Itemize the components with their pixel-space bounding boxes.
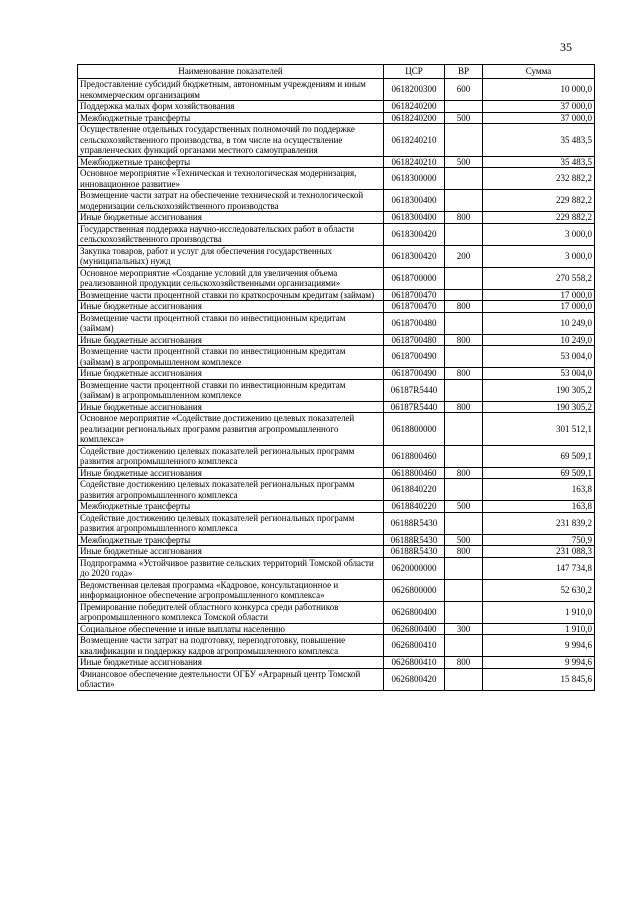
cell-csr: 06187R5440 [384,379,445,401]
cell-name: Возмещение части затрат на подготовку, переподготовку, повышение квалификации и поддержку кадров агропромышленного комплекса [78,635,384,657]
cell-csr: 0626800420 [384,668,445,690]
cell-csr: 0626800410 [384,635,445,657]
table-row [78,479,595,501]
cell-vr: 800 [445,657,483,669]
cell-name: Закупка товаров, работ и услуг для обеспечения государственных (муниципальных) нужд [78,245,384,267]
cell-vr: 500 [445,112,483,124]
table-row [78,657,595,669]
cell-sum: 10 000,0 [483,79,595,101]
cell-sum: 190 305,2 [483,401,595,413]
cell-csr: 0626800400 [384,601,445,623]
cell-csr: 0618240200 [384,101,445,113]
cell-csr: 0618700480 [384,334,445,346]
table-row [78,212,595,224]
cell-name: Возмещение части затрат на обеспечение технической и технологической модернизации сельскохозяйственного производства [78,190,384,212]
cell-sum: 9 994,6 [483,635,595,657]
cell-vr [445,101,483,113]
cell-sum: 69 509,1 [483,467,595,479]
cell-csr: 0618700490 [384,368,445,380]
table-row [78,124,595,157]
header-name: Наименование показателей [78,65,384,79]
cell-vr: 500 [445,501,483,513]
cell-name: Государственная поддержка научно-исследовательских работ в области сельскохозяйственного производства [78,223,384,245]
table-row [78,501,595,513]
table-row [78,312,595,334]
cell-csr: 0626800400 [384,623,445,635]
cell-sum: 69 509,1 [483,445,595,467]
cell-vr [445,413,483,446]
cell-sum: 270 558,2 [483,267,595,289]
cell-vr: 200 [445,245,483,267]
cell-name: Основное мероприятие «Создание условий для увеличения объема реализованной продукции сельскохозяйственными организациями» [78,267,384,289]
cell-csr: 06188R5430 [384,534,445,546]
table-row [78,190,595,212]
cell-sum: 9 994,6 [483,657,595,669]
cell-vr: 800 [445,401,483,413]
table-row [78,413,595,446]
table-row [78,546,595,558]
cell-csr: 06187R5440 [384,401,445,413]
cell-name: Иные бюджетные ассигнования [78,467,384,479]
page-number: 35 [560,40,572,54]
table-row [78,445,595,467]
cell-csr: 0618800460 [384,445,445,467]
cell-vr [445,445,483,467]
cell-name: Иные бюджетные ассигнования [78,546,384,558]
cell-sum: 147 734,8 [483,557,595,579]
table-row [78,557,595,579]
table-row [78,156,595,168]
table-row [78,112,595,124]
table-row [78,346,595,368]
cell-csr: 0618700470 [384,289,445,301]
header-vr: ВР [445,65,483,79]
table-body [78,79,595,691]
cell-name: Иные бюджетные ассигнования [78,334,384,346]
cell-sum: 1 910,0 [483,623,595,635]
table-row [78,512,595,534]
cell-vr [445,124,483,157]
cell-sum: 1 910,0 [483,601,595,623]
cell-vr [445,267,483,289]
cell-sum: 163,8 [483,479,595,501]
cell-name: Межбюджетные трансферты [78,534,384,546]
cell-vr: 800 [445,467,483,479]
table-row [78,223,595,245]
cell-name: Подпрограмма «Устойчивое развитие сельских территорий Томской области до 2020 года» [78,557,384,579]
table-row [78,401,595,413]
table-row [78,668,595,690]
cell-sum: 37 000,0 [483,101,595,113]
cell-vr: 800 [445,546,483,558]
cell-vr [445,668,483,690]
cell-sum: 231 839,2 [483,512,595,534]
cell-vr [445,579,483,601]
cell-csr: 0618700490 [384,346,445,368]
cell-name: Социальное обеспечение и иные выплаты населению [78,623,384,635]
cell-name: Межбюджетные трансферты [78,501,384,513]
cell-name: Содействие достижению целевых показателей региональных программ развития агропромышленного комплекса [78,479,384,501]
cell-sum: 163,8 [483,501,595,513]
cell-csr: 0618200300 [384,79,445,101]
table-row [78,379,595,401]
cell-sum: 37 000,0 [483,112,595,124]
cell-name: Финансовое обеспечение деятельности ОГБУ «Аграрный центр Томской области» [78,668,384,690]
table-row [78,101,595,113]
cell-name: Возмещение части процентной ставки по инвестиционным кредитам (займам) [78,312,384,334]
cell-vr: 500 [445,156,483,168]
cell-name: Иные бюджетные ассигнования [78,657,384,669]
cell-csr: 0618700000 [384,267,445,289]
cell-vr: 500 [445,534,483,546]
cell-sum: 15 845,6 [483,668,595,690]
table-row [78,267,595,289]
cell-vr [445,512,483,534]
table-row [78,301,595,313]
cell-csr: 0618800460 [384,467,445,479]
cell-vr [445,601,483,623]
cell-name: Возмещение части процентной ставки по инвестиционным кредитам (займам) в агропромышленном комплексе [78,346,384,368]
cell-vr [445,379,483,401]
cell-csr: 0620000000 [384,557,445,579]
cell-sum: 35 483,5 [483,124,595,157]
cell-vr [445,479,483,501]
cell-name: Основное мероприятие «Техническая и технологическая модернизация, инновационное развитие» [78,168,384,190]
budget-table [77,64,595,691]
cell-name: Содействие достижению целевых показателей региональных программ развития агропромышленного комплекса [78,512,384,534]
table-row [78,534,595,546]
cell-sum: 190 305,2 [483,379,595,401]
cell-vr [445,346,483,368]
table-row [78,79,595,101]
cell-name: Премирование победителей областного конкурса среди работников агропромышленного комплекса Томской области [78,601,384,623]
cell-csr: 0618840220 [384,479,445,501]
cell-vr [445,223,483,245]
table-row [78,368,595,380]
cell-name: Предоставление субсидий бюджетным, автономным учреждениям и иным некоммерческим организациям [78,79,384,101]
cell-vr: 800 [445,368,483,380]
cell-sum: 52 630,2 [483,579,595,601]
cell-vr [445,289,483,301]
cell-name: Возмещение части процентной ставки по краткосрочным кредитам (займам) [78,289,384,301]
cell-csr: 0618300400 [384,190,445,212]
table-row [78,579,595,601]
cell-csr: 0618840220 [384,501,445,513]
cell-vr: 800 [445,301,483,313]
cell-name: Осуществление отдельных государственных полномочий по поддержке сельскохозяйственного производства, в том числе на осуществление управленческих функций органами местного самоуправления [78,124,384,157]
cell-sum: 17 000,0 [483,289,595,301]
cell-sum: 750,9 [483,534,595,546]
cell-sum: 17 000,0 [483,301,595,313]
cell-name: Иные бюджетные ассигнования [78,301,384,313]
cell-vr: 600 [445,79,483,101]
cell-name: Основное мероприятие «Содействие достижению целевых показателей реализации региональных программ развития агропромышленного комплекса» [78,413,384,446]
cell-sum: 232 882,2 [483,168,595,190]
cell-sum: 53 004,0 [483,346,595,368]
table-row [78,289,595,301]
cell-vr: 800 [445,212,483,224]
cell-sum: 10 249,0 [483,312,595,334]
cell-name: Межбюджетные трансферты [78,112,384,124]
table-row [78,601,595,623]
header-sum: Сумма [483,65,595,79]
cell-csr: 0626800000 [384,579,445,601]
cell-sum: 231 088,3 [483,546,595,558]
cell-sum: 229 882,2 [483,190,595,212]
cell-csr: 0618300400 [384,212,445,224]
table-row [78,245,595,267]
cell-sum: 301 512,1 [483,413,595,446]
cell-name: Иные бюджетные ассигнования [78,401,384,413]
table-row [78,635,595,657]
cell-name: Межбюджетные трансферты [78,156,384,168]
cell-csr: 0618300420 [384,223,445,245]
cell-csr: 0618240210 [384,156,445,168]
cell-name: Поддержка малых форм хозяйствования [78,101,384,113]
cell-sum: 35 483,5 [483,156,595,168]
cell-csr: 0618240200 [384,112,445,124]
cell-name: Иные бюджетные ассигнования [78,212,384,224]
cell-csr: 0626800410 [384,657,445,669]
table-header-row [78,65,595,79]
cell-sum: 10 249,0 [483,334,595,346]
cell-vr [445,557,483,579]
cell-vr [445,312,483,334]
cell-sum: 3 000,0 [483,223,595,245]
cell-name: Содействие достижению целевых показателей региональных программ развития агропромышленного комплекса [78,445,384,467]
cell-sum: 53 004,0 [483,368,595,380]
cell-csr: 0618240210 [384,124,445,157]
cell-vr: 800 [445,334,483,346]
header-csr: ЦСР [384,65,445,79]
cell-vr: 300 [445,623,483,635]
cell-csr: 06188R5430 [384,512,445,534]
cell-csr: 0618800000 [384,413,445,446]
cell-csr: 06188R5430 [384,546,445,558]
table-row [78,334,595,346]
cell-vr [445,635,483,657]
cell-name: Иные бюджетные ассигнования [78,368,384,380]
cell-name: Возмещение части процентной ставки по инвестиционным кредитам (займам) в агропромышленном комплексе [78,379,384,401]
cell-sum: 3 000,0 [483,245,595,267]
cell-csr: 0618300000 [384,168,445,190]
table-row [78,467,595,479]
cell-vr [445,168,483,190]
cell-name: Ведомственная целевая программа «Кадровое, консультационное и информационное обеспечение агропромышленного комплекса» [78,579,384,601]
cell-vr [445,190,483,212]
table-row [78,168,595,190]
cell-csr: 0618700470 [384,301,445,313]
table-row [78,623,595,635]
cell-sum: 229 882,2 [483,212,595,224]
cell-csr: 0618700480 [384,312,445,334]
cell-csr: 0618300420 [384,245,445,267]
